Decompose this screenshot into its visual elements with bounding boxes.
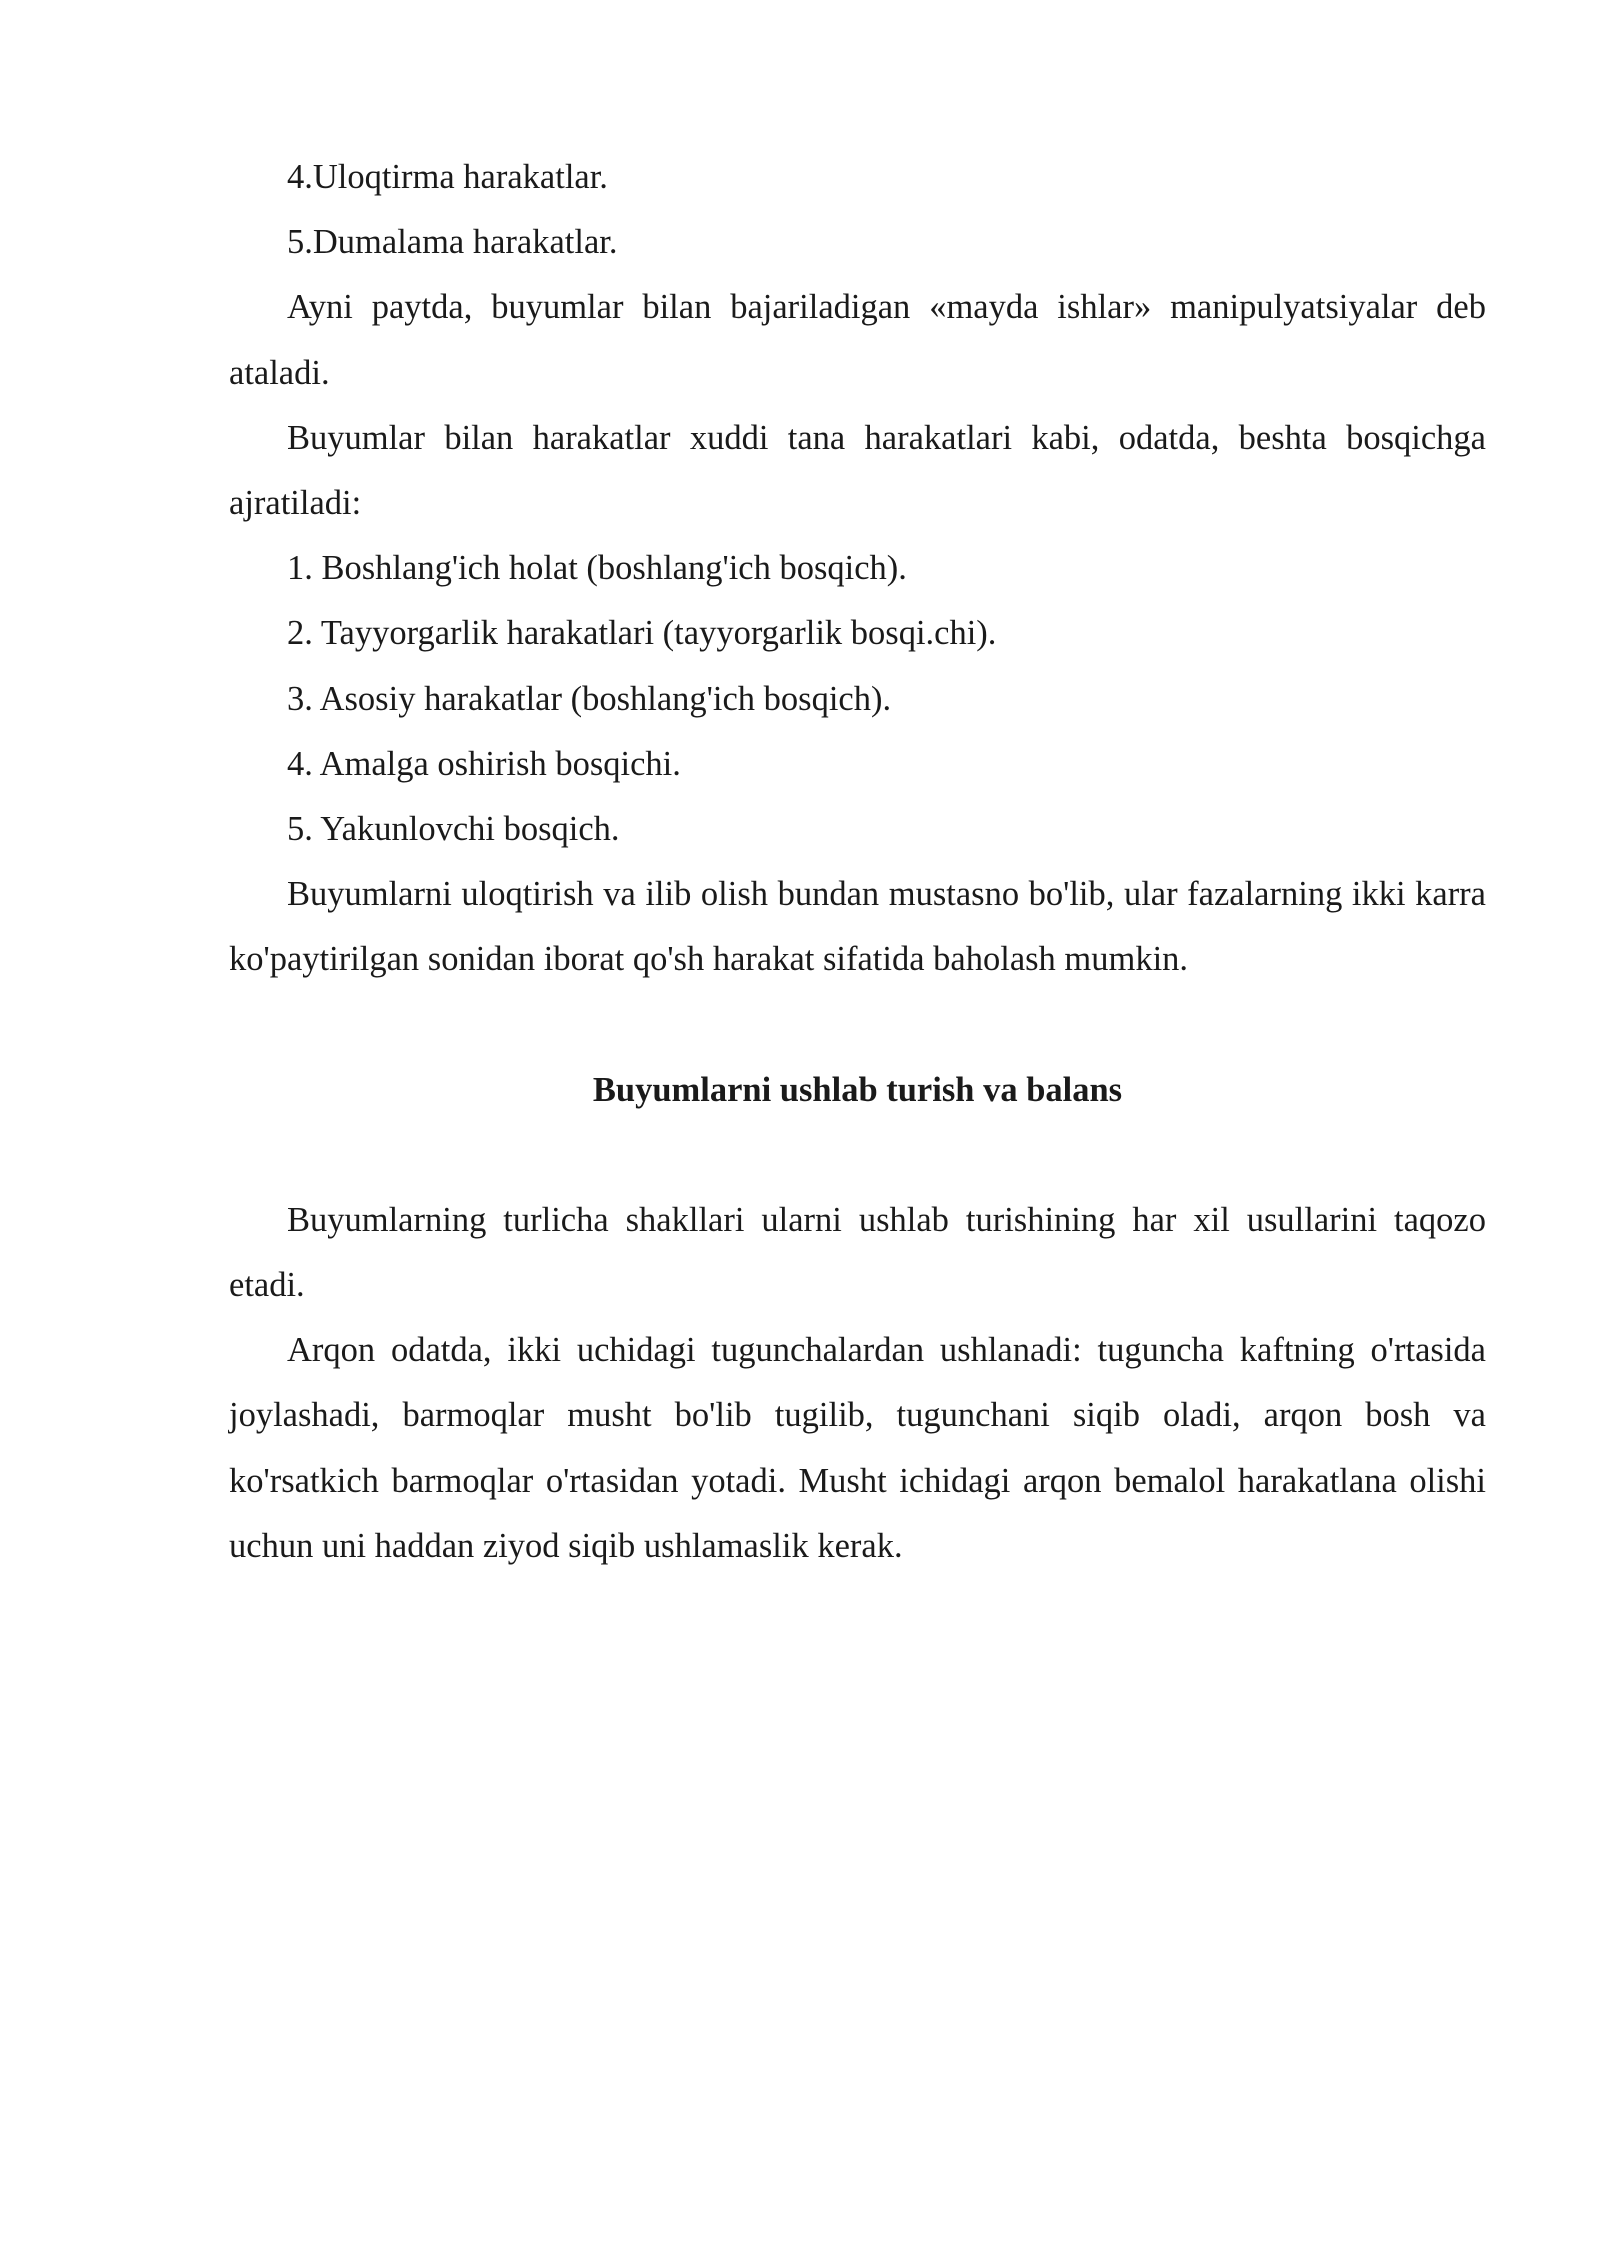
paragraph: Buyumlarning turlicha shakllari ularni ushlab turishining har xil usullarini taqozo etadi. — [229, 1200, 1486, 1305]
stage-list-item: 2. Tayyorgarlik harakatlari (tayyorgarlik bosqi.chi). — [287, 614, 997, 653]
stage-list-item: 1. Boshlang'ich holat (boshlang'ich bosqich). — [287, 549, 907, 588]
spacer — [229, 1123, 1486, 1188]
paragraph: Arqon odatda, ikki uchidagi tugunchalardan ushlanadi: tuguncha kaftning o'rtasida joylashadi, barmoqlar musht bo'lib tugilib, tugunchani siqib oladi, arqon bosh va ko'rsatkich barmoqlar o'rtasidan yotadi. Musht ichidagi arqon bemalol harakatlana olishi uchun uni haddan ziyod siqib ushlamaslik kerak. — [229, 1331, 1486, 1565]
section-heading: Buyumlarni ushlab turish va balans — [592, 1070, 1123, 1109]
paragraph: Buyumlar bilan harakatlar xuddi tana harakatlari kabi, odatda, beshta bosqichga ajratiladi: — [229, 418, 1486, 523]
stage-list-item: 5. Yakunlovchi bosqich. — [287, 810, 620, 849]
stage-list-item: 4. Amalga oshirish bosqichi. — [287, 744, 681, 783]
spacer — [229, 993, 1486, 1058]
stage-list-item: 3. Asosiy harakatlar (boshlang'ich bosqich). — [287, 679, 892, 718]
list-item: 5.Dumalama harakatlar. — [287, 223, 618, 262]
paragraph: Ayni paytda, buyumlar bilan bajariladigan «mayda ishlar» manipulyatsiyalar deb ataladi. — [229, 288, 1486, 392]
list-item: 4.Uloqtirma harakatlar. — [287, 158, 608, 196]
paragraph: Buyumlarni uloqtirish va ilib olish bundan mustasno bo'lib, ular fazalarning ikki karra ko'paytirilgan sonidan iborat qo'sh harakat sifatida baholash mumkin. — [229, 875, 1486, 979]
document-page — [229, 145, 1486, 1579]
